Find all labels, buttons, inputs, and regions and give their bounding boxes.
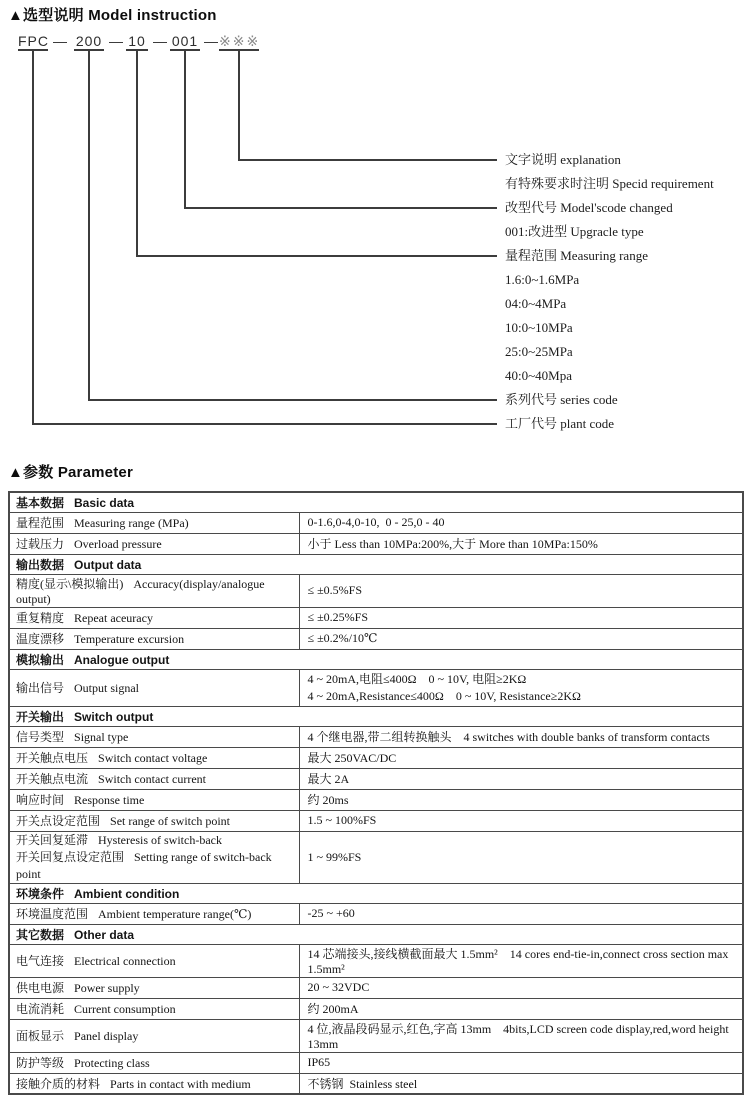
parameter-label-en: Setting range of switch-back point [16,849,275,881]
section-header-cell [9,883,743,903]
section-header-cell [9,554,743,574]
parameter-value-cell [299,977,743,998]
parameter-label-en: Response time [74,793,145,807]
parameter-value-cell [299,747,743,768]
parameter-name-cell [9,533,299,554]
parameter-name-cell [9,977,299,998]
diagram-connector-horizontal-line [88,399,497,401]
table-row [9,831,743,883]
parameter-label-en: Temperature excursion [74,632,185,646]
parameter-label-en: Overload pressure [74,537,162,551]
parameter-value-cell [299,1052,743,1073]
parameter-value-cell [299,512,743,533]
parameter-label-cn: 接触介质的材料 [16,1076,101,1091]
parameter-label-en: Switch contact voltage [98,751,208,765]
parameter-label-en: Switch contact current [98,772,206,786]
section-header-cell [9,649,743,669]
model-code-separator: — [53,33,67,49]
diagram-label: 文字说明 explanation [505,152,621,167]
parameter-name-cell [9,669,299,706]
parameter-value: 最大 250VAC/DC [307,751,397,765]
parameter-value: 14 芯端接头,接线横截面最大 1.5mm² 14 cores end-tie-in,connect cross section max 1.5mm² [307,946,732,976]
table-row [9,977,743,998]
diagram-label: 量程范围 Measuring range [505,248,648,263]
parameter-value-cell [299,628,743,649]
parameter-label-en: Output signal [74,681,140,695]
section-label-en: Ambient condition [74,886,180,901]
section-label-cn: 环境条件 [16,886,65,901]
parameter-value-cell [299,831,743,883]
parameter-name-cell [9,512,299,533]
parameter-name-cell [9,1052,299,1073]
parameter-value: ≤ ±0.25%FS [307,610,369,624]
section-label-en: Output data [74,557,142,572]
table-section-row [9,554,743,574]
section-label-cn: 基本数据 [16,495,65,510]
parameter-label-cn: 电气连接 [16,954,65,968]
parameter-title: ▲参数 Parameter [8,464,133,481]
parameter-value: 最大 2A [307,772,350,786]
parameter-table [8,491,744,1095]
diagram-label: 1.6:0~1.6MPa [505,272,580,287]
parameter-name-cell [9,789,299,810]
parameter-name-cell [9,726,299,747]
parameter-label-cn: 环境温度范围 [16,907,89,921]
diagram-label: 有特殊要求时注明 Specid requirement [505,176,714,191]
parameter-value-cell [299,768,743,789]
parameter-label-en: Ambient temperature range(℃) [98,907,252,921]
table-row [9,1052,743,1073]
parameter-value: 不锈钢 Stainless steel [307,1076,418,1091]
parameter-label-en: Hysteresis of switch-back [98,832,222,847]
parameter-name-cell [9,607,299,628]
parameter-label-cn: 开关触点电压 [16,751,89,765]
parameter-value-cell [299,607,743,628]
parameter-label-cn: 精度(显示\模拟输出) [16,576,124,591]
parameter-label-en: Parts in contact with medium [110,1076,251,1091]
section-label-en: Other data [74,927,135,942]
model-code-segment: 200 [75,33,103,49]
table-row [9,1019,743,1052]
parameter-label-cn: 响应时间 [16,793,65,807]
table-row [9,533,743,554]
table-row [9,903,743,924]
table-row [9,747,743,768]
parameter-name-cell [9,768,299,789]
parameter-label-en: Measuring range (MPa) [74,516,189,530]
parameter-name-cell [9,998,299,1019]
parameter-value: 约 20ms [307,793,349,807]
parameter-value-cell [299,726,743,747]
parameter-value: ≤ ±0.5%FS [307,583,363,597]
table-section-row [9,649,743,669]
parameter-label-en: Repeat aceuracy [74,611,153,625]
parameter-name-cell [9,574,299,607]
model-code-separator: — [153,33,167,49]
table-section-row [9,706,743,726]
model-code-segment: FPC [18,33,49,49]
section-label-cn: 其它数据 [16,927,65,942]
section-label-cn: 开关输出 [16,709,65,724]
parameter-value-cell [299,998,743,1019]
table-row [9,669,743,706]
parameter-label-cn: 过载压力 [16,537,65,551]
diagram-connector-horizontal-line [136,255,497,257]
parameter-value: IP65 [307,1055,331,1069]
table-row [9,998,743,1019]
diagram-label: 系列代号 series code [505,392,618,407]
parameter-label-en: Electrical connection [74,954,176,968]
parameter-label-en: Current consumption [74,1002,176,1016]
diagram-connector-vertical-line [32,51,34,425]
parameter-label-cn: 信号类型 [16,730,65,744]
table-row [9,512,743,533]
parameter-name-cell [9,747,299,768]
table-section-row [9,492,743,512]
parameter-label-en: Protecting class [74,1056,150,1070]
parameter-value: 0-1.6,0-4,0-10, 0 - 25,0 - 40 [307,515,445,529]
parameter-value-cell [299,944,743,977]
parameter-value: 4 位,液晶段码显示,红色,字高 13mm 4bits,LCD screen code display,red,word height 13mm [307,1021,732,1051]
table-row [9,944,743,977]
parameter-name-cell [9,628,299,649]
parameter-value: 1 ~ 99%FS [307,849,362,864]
parameter-label-cn: 面板显示 [16,1029,65,1043]
table-row [9,1073,743,1094]
parameter-name-cell [9,831,299,883]
parameter-label-cn: 量程范围 [16,516,65,530]
table-section-row [9,883,743,903]
table-row [9,726,743,747]
table-row [9,810,743,831]
diagram-connector-horizontal-line [184,207,497,209]
parameter-value: 4 个继电器,带二组转换触头 4 switches with double banks of transform contacts [307,730,710,744]
model-code-separator: — [204,33,218,49]
diagram-label: 改型代号 Model'scode changed [505,200,673,215]
parameter-label-cn: 开关点设定范围 [16,814,101,828]
parameter-value: ≤ ±0.2%/10℃ [307,631,378,645]
diagram-label: 10:0~10MPa [505,320,573,335]
parameter-label-cn: 开关触点电流 [16,772,89,786]
parameter-name-cell [9,903,299,924]
parameter-value: 1.5 ~ 100%FS [307,813,377,827]
parameter-label-cn: 防护等级 [16,1056,65,1070]
parameter-label-en: Signal type [74,730,129,744]
section-label-en: Analogue output [74,652,170,667]
table-row [9,789,743,810]
parameter-name-cell [9,810,299,831]
table-row [9,628,743,649]
diagram-connector-vertical-line [184,51,186,209]
section-header-cell [9,924,743,944]
parameter-label-cn: 开关回复点设定范围 [16,849,125,864]
parameter-label-en: Set range of switch point [110,814,230,828]
parameter-label-cn: 电流消耗 [16,1002,65,1016]
parameter-value-line: 4 ~ 20mA,Resistance≤400Ω 0 ~ 10V, Resistance≥2KΩ [307,688,581,703]
parameter-value-cell [299,1019,743,1052]
parameter-label-cn: 温度漂移 [16,632,65,646]
diagram-connector-horizontal-line [238,159,497,161]
diagram-label: 工厂代号 plant code [505,416,615,431]
parameter-value: 20 ~ 32VDC [307,980,370,994]
model-code-segment: ※※※ [219,33,261,49]
parameter-value-cell [299,574,743,607]
parameter-value-line: 4 ~ 20mA,电阻≤400Ω 0 ~ 10V, 电阻≥2KΩ [307,671,527,686]
parameter-value-cell [299,810,743,831]
table-row [9,574,743,607]
model-code-segment: 10 [126,33,148,51]
parameter-label-cn: 重复精度 [16,611,65,625]
parameter-name-cell [9,944,299,977]
parameter-name-cell [9,1073,299,1094]
parameter-value-cell [299,789,743,810]
model-code-segment: 001 [171,33,199,49]
diagram-connector-horizontal-line [32,423,497,425]
section-header-cell [9,706,743,726]
parameter-value-cell [299,1073,743,1094]
parameter-label-en: Accuracy(display/analogue output) [16,576,268,606]
diagram-label: 001:改进型 Upgracle type [505,224,644,239]
model-code-separator: — [109,33,123,49]
section-header-cell [9,492,743,512]
table-row [9,607,743,628]
model-instruction-title: ▲选型说明 Model instruction [8,7,217,24]
parameter-value-cell [299,903,743,924]
section-label-cn: 模拟输出 [16,652,65,667]
section-label-en: Basic data [74,495,135,510]
diagram-label: 25:0~25MPa [505,344,573,359]
parameter-value-cell [299,533,743,554]
diagram-label: 04:0~4MPa [505,296,567,311]
parameter-value: -25 ~ +60 [307,906,355,920]
parameter-value: 约 200mA [307,1002,359,1016]
diagram-connector-vertical-line [88,51,90,401]
section-label-en: Switch output [74,709,154,724]
parameter-label-cn: 供电电源 [16,981,65,995]
parameter-label-cn: 开关回复延滞 [16,832,89,847]
parameter-label-en: Panel display [74,1029,139,1043]
parameter-label-cn: 输出信号 [16,681,65,695]
parameter-value-cell [299,669,743,706]
section-label-cn: 输出数据 [16,557,65,572]
parameter-value: 小于 Less than 10MPa:200%,大于 More than 10MPa:150% [307,537,598,551]
table-section-row [9,924,743,944]
diagram-label: 40:0~40Mpa [505,368,572,383]
table-row [9,768,743,789]
model-code-diagram [0,0,750,455]
parameter-name-cell [9,1019,299,1052]
diagram-connector-vertical-line [136,51,138,257]
parameter-label-en: Power supply [74,981,140,995]
diagram-connector-vertical-line [238,51,240,161]
